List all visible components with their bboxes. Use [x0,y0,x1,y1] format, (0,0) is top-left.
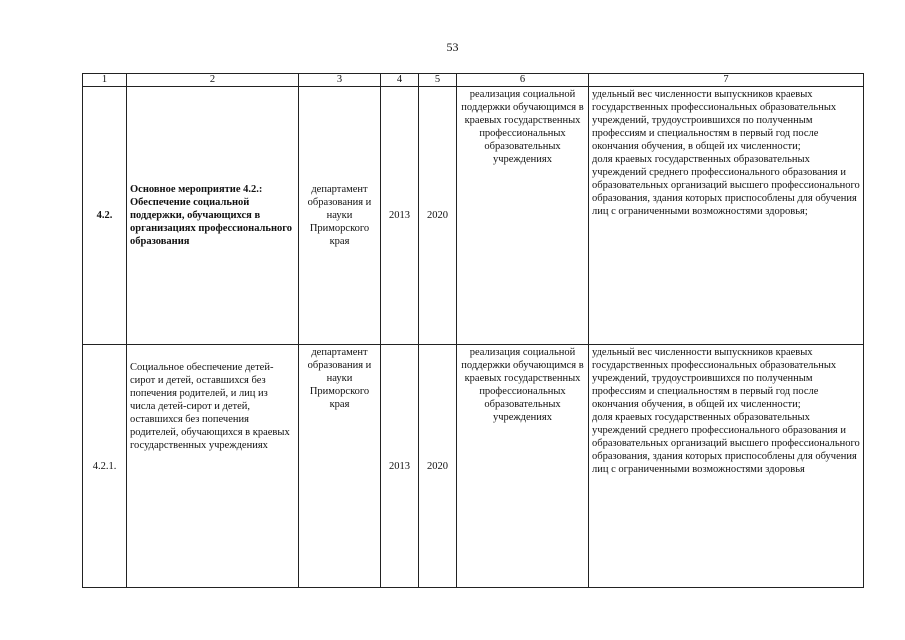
header-cell: 2 [127,74,299,87]
page-number: 53 [446,40,459,54]
header-cell: 1 [83,74,127,87]
header-cell: 5 [419,74,457,87]
indicators: удельный вес численности выпускников краевых государственных профессиональных образовательных учреждений, трудоустроившихся по полученным профессиям и специальностям в первый год после окончания обучения, в общей их численности; доля краевых государственных образовательных учреждений среднего профессионального образования и образовательных организаций высшего профессионального образования, здания которых приспособлены для обучения лиц с ограниченными возможностями здоровья [589,345,864,588]
end-year: 2020 [419,345,457,588]
executor: департамент образования и науки Приморского края [299,345,381,588]
program-table [82,73,864,588]
indicators: удельный вес численности выпускников краевых государственных профессиональных образовательных учреждений, трудоустроившихся по полученным профессиям и специальностям в первый год после окончания обучения, в общей их численности; доля краевых государственных образовательных учреждений среднего профессионального образования и образовательных организаций высшего профессионального образования, здания которых приспособлены для обучения лиц с ограниченными возможностями здоровья; [589,87,864,345]
expected-result: реализация социальной поддержки обучающимся в краевых государственных профессиональных образовательных учреждениях [457,345,589,588]
end-year: 2020 [419,87,457,345]
measure-name: Основное мероприятие 4.2.: Обеспечение социальной поддержки, обучающихся в организациях профессионального образования [127,87,299,345]
header-cell: 6 [457,74,589,87]
expected-result: реализация социальной поддержки обучающимся в краевых государственных профессиональных образовательных учреждениях [457,87,589,345]
table-header-row [83,74,864,87]
table-row [83,345,864,588]
row-number: 4.2. [83,87,127,345]
header-cell: 7 [589,74,864,87]
header-cell: 4 [381,74,419,87]
start-year: 2013 [381,87,419,345]
measure-name: Социальное обеспечение детей-сирот и детей, оставшихся без попечения родителей, и лиц из числа детей-сирот и детей, оставшихся без попечения родителей, обучающихся в краевых государственных учреждениях [127,345,299,588]
table-row [83,87,864,345]
start-year: 2013 [381,345,419,588]
executor: департамент образования и науки Приморского края [299,87,381,345]
row-number: 4.2.1. [83,345,127,588]
header-cell: 3 [299,74,381,87]
